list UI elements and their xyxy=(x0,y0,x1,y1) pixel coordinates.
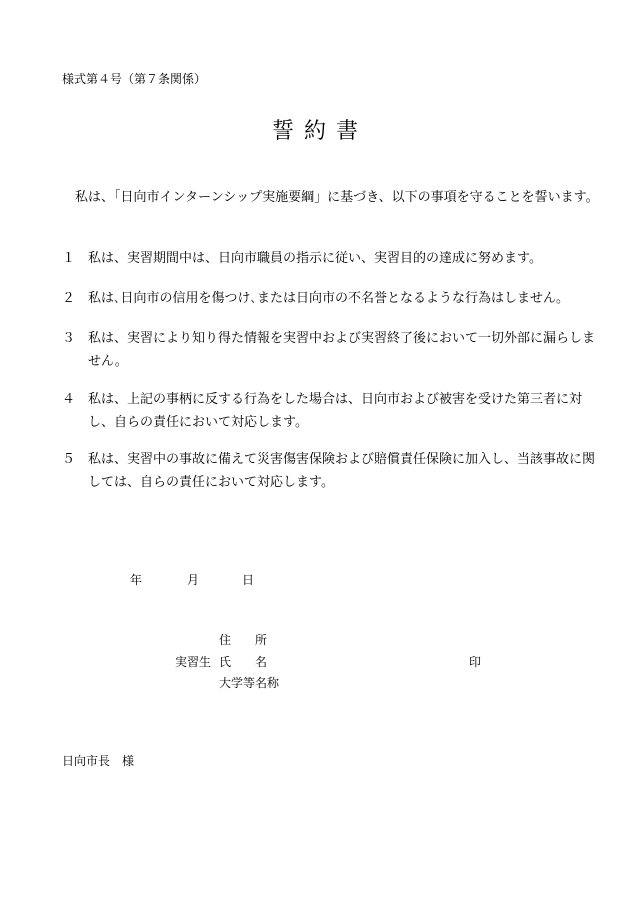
clause-2 xyxy=(62,287,607,310)
clause-1 xyxy=(62,247,607,270)
document-title xyxy=(0,114,630,145)
clause-text: 私は、実習により知り得た情報を実習中および実習終了後において一切外部に漏らしません。 xyxy=(88,331,596,369)
intro-paragraph: 私は、「日向市インターンシップ実施要綱」に基づき、以下の事項を守ることを誓います。 xyxy=(75,190,599,205)
title-text: 誓約書 xyxy=(271,119,368,144)
clause-4 xyxy=(62,388,607,434)
clause-number: ３ xyxy=(62,331,76,346)
date-year: 年 xyxy=(130,573,143,587)
address-label: 住 所 xyxy=(219,633,268,647)
name-label: 氏 名 xyxy=(219,655,268,669)
clause-text: 私は､日向市の信用を傷つけ､または日向市の不名誉となるような行為はしません｡ xyxy=(88,291,563,306)
addressee: 日向市長 様 xyxy=(62,754,135,768)
clause-number: ５ xyxy=(62,452,76,467)
date-day: 日 xyxy=(242,573,255,587)
school-name-label: 大学等名称 xyxy=(219,676,280,690)
seal-mark: 印 xyxy=(469,655,482,669)
clause-text: 私は、上記の事柄に反する行為をした場合は、日向市および被害を受けた第三者に対し、自らの責任において対応します。 xyxy=(88,392,583,430)
clause-5 xyxy=(62,448,607,494)
student-role-label: 実習生 xyxy=(175,655,212,669)
form-number: 様式第４号（第７条関係） xyxy=(62,72,207,86)
date-month: 月 xyxy=(187,573,200,587)
clause-number: １ xyxy=(62,251,76,266)
clause-text: 私は、実習中の事故に備えて災害傷害保険および賠償責任保険に加入し、当該事故に関しては、自らの責任において対応します。 xyxy=(88,452,596,490)
clause-3 xyxy=(62,327,607,373)
clause-number: ４ xyxy=(62,392,76,407)
clause-number: ２ xyxy=(62,291,76,306)
clause-text: 私は、実習期間中は、日向市職員の指示に従い、実習目的の達成に努めます。 xyxy=(88,251,542,266)
